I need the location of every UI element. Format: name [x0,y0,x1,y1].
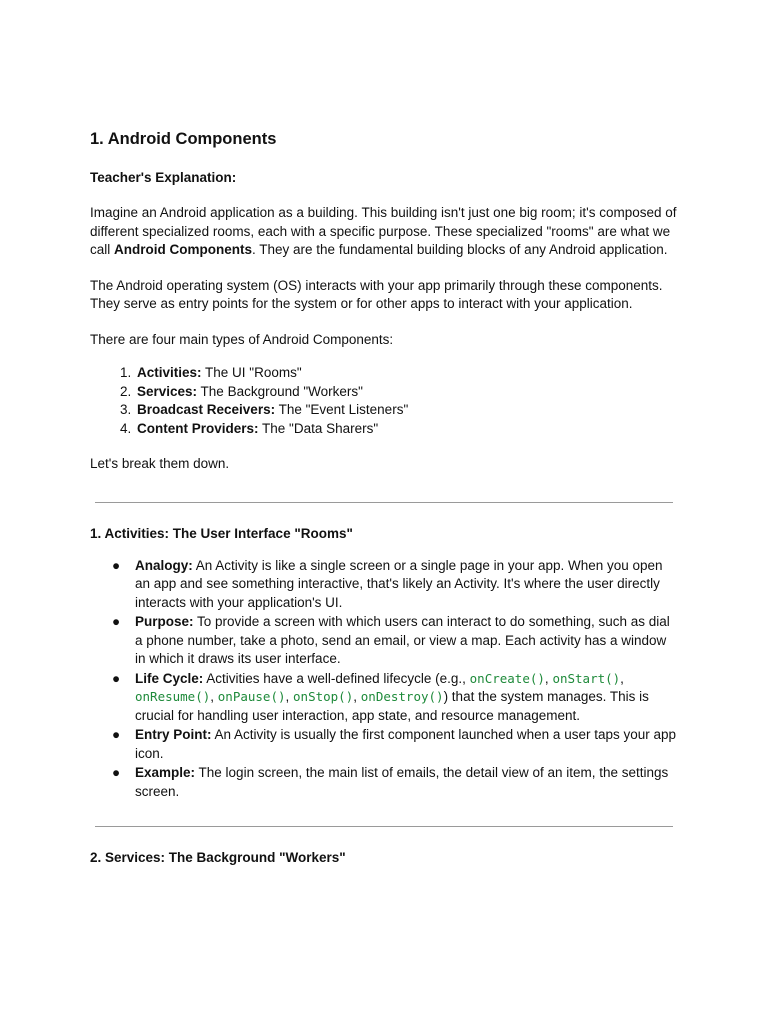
list-item-entry-point [112,726,678,763]
intro-paragraph-2: The Android operating system (OS) interacts with your app primarily through these components. They serve as entry points for the system or for other apps to interact with your application. [90,277,663,311]
list-item-analogy [112,557,678,613]
list-item-bold: Content Providers: [137,420,259,436]
code-onstart: onStart() [552,670,621,686]
intro-p1-text-a: Imagine an Android application as a building. This building isn't just one big room; it's composed of different specialized rooms, each with a specific purpose. These specialized "rooms" are what we call [90,205,677,257]
intro-p1-text-b: . They are the fundamental building blocks of any Android application. [252,242,668,257]
section-divider [95,502,673,503]
section-divider [95,826,673,827]
list-item [135,401,678,420]
code-onstop: onStop() [293,689,354,704]
lifecycle-text-b: ) that the system manages. This is crucial for handling user interaction, app state, and resource management. [135,689,649,723]
intro-p1-bold: Android Components [114,242,253,257]
analogy-text: An Activity is like a single screen or a single page in your app. When you open an app and see something interactive, that's likely an Activity. It's where the user directly interacts with your application's UI. [135,557,663,610]
intro-paragraph-1 [90,204,678,260]
code-onpause: onPause() [217,689,286,704]
code-ondestroy: onDestroy() [360,689,444,704]
list-item-text: The Background "Workers" [197,383,363,399]
list-item-text: The "Data Sharers" [258,420,379,436]
example-label: Example: [135,765,196,780]
activities-bullet-list [90,557,678,802]
list-item-lifecycle [112,670,678,726]
lifecycle-label: Life Cycle: [135,670,204,686]
example-text: The login screen, the main list of emails, the detail view of an item, the settings screen. [135,765,669,799]
list-item [135,383,678,402]
separator: , [285,689,294,704]
purpose-label: Purpose: [135,614,194,629]
separator: , [620,670,624,686]
component-types-list [90,364,678,438]
bullet-icon: ● [112,557,121,573]
list-item-purpose [112,613,678,669]
separator: , [353,689,361,704]
list-item-example [112,764,678,801]
section-1-heading: 1. Activities: The User Interface "Rooms" [90,525,353,541]
lifecycle-text-a: Activities have a well-defined lifecycle (e.g., [203,670,470,686]
separator: , [210,689,218,704]
bullet-icon: ● [112,727,121,742]
page-title: 1. Android Components [90,130,277,148]
list-item [135,364,678,383]
section-2-heading: 2. Services: The Background "Workers" [90,850,346,865]
list-item-bold: Activities: [137,365,202,380]
breakdown-paragraph: Let's break them down. [90,456,230,471]
analogy-label: Analogy: [135,557,193,573]
bullet-icon: ● [112,670,121,686]
bullet-icon: ● [112,614,121,629]
teacher-explanation-heading: Teacher's Explanation: [90,170,237,185]
entry-point-text: An Activity is usually the first component launched when a user taps your app icon. [135,727,677,761]
entry-point-label: Entry Point: [135,727,212,742]
list-item-text: The UI "Rooms" [201,365,302,380]
bullet-icon: ● [112,765,121,780]
code-onresume: onResume() [135,689,211,704]
document-page [90,128,678,867]
list-item-text: The "Event Listeners" [275,402,409,417]
separator: , [544,670,553,686]
list-item [135,420,678,439]
list-item-bold: Broadcast Receivers: [137,402,276,417]
intro-paragraph-3: There are four main types of Android Components: [90,331,394,347]
purpose-text: To provide a screen with which users can interact to do something, such as dial a phone number, take a photo, send an email, or view a map. Each activity has a window in which it draws its user interface. [135,614,670,666]
code-oncreate: onCreate() [469,670,545,686]
list-item-bold: Services: [137,383,198,399]
